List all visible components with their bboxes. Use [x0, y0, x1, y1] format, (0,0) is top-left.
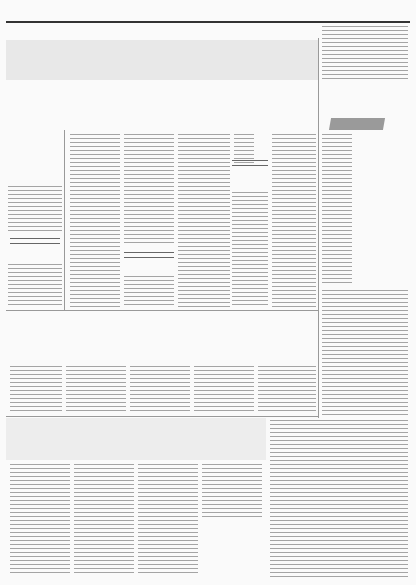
column-divider	[318, 38, 319, 418]
body-text	[322, 290, 408, 418]
body-text	[258, 366, 316, 414]
lead-banner	[6, 40, 318, 80]
body-text	[272, 134, 316, 308]
column-tag	[329, 118, 385, 130]
pull-quote	[124, 252, 174, 258]
body-text	[8, 186, 62, 234]
body-text	[138, 464, 198, 574]
body-text	[70, 134, 120, 308]
body-text	[74, 464, 134, 574]
column-logo	[17, 135, 57, 181]
body-text	[194, 366, 254, 414]
body-text	[10, 464, 70, 574]
commentary-logo	[265, 520, 329, 566]
column-divider	[64, 130, 65, 310]
pull-quote	[232, 160, 268, 166]
body-text	[124, 134, 174, 246]
header-rule	[6, 21, 410, 23]
section-divider	[6, 310, 318, 311]
body-text	[322, 26, 408, 82]
body-text	[202, 464, 262, 520]
bottom-banner	[6, 418, 266, 460]
body-text	[8, 264, 62, 308]
body-text	[124, 276, 174, 308]
body-text	[322, 134, 352, 284]
pull-quote	[10, 238, 60, 244]
section-divider	[6, 416, 318, 417]
body-text	[66, 366, 126, 414]
body-text	[178, 134, 230, 308]
body-text	[130, 366, 190, 414]
body-text	[10, 366, 62, 414]
body-text	[232, 192, 268, 308]
